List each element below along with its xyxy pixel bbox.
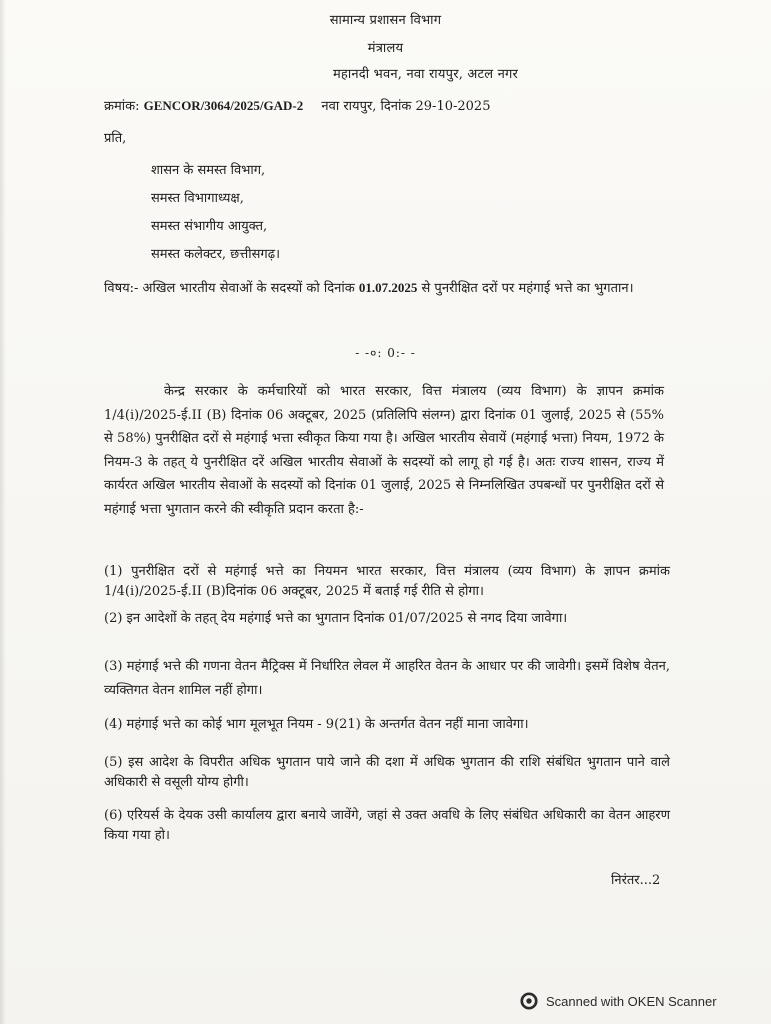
header-department: सामान्य प्रशासन विभाग xyxy=(329,13,442,28)
condition-item: (6) एरियर्स के देयक उसी कार्यालय द्वारा बनाये जावेंगे, जहां से उक्त अवधि के लिए संबंधित अधिकारी का वेतन आहरण किया गया हो। xyxy=(104,808,670,843)
recipient-line: समस्त संभागीय आयुक्त, xyxy=(151,219,268,234)
reference-line xyxy=(104,96,490,114)
separator: - -०: 0:- - xyxy=(355,346,416,360)
scanner-watermark xyxy=(520,990,717,1012)
intro-paragraph: केन्द्र सरकार के कर्मचारियों को भारत सरकार, वित्त मंत्रालय (व्यय विभाग) के ज्ञापन क्रमांक 1/4(i)/2025-ई.II (B) दिनांक 06 अक्टूबर, 2025 (प्रतिलिपि संलग्न) द्वारा दिनांक 01 जुलाई, 2025 से (55% से 58%) पुनरीक्षित दरों से महंगाई भत्ता स्वीकृत किया गया है। अखिल भारतीय सेवायें (महंगाई भत्ता) नियम, 1972 के नियम-3 के तहत् ये पुनरीक्षित दरें अखिल भारतीय सेवाओं के सदस्यों को लागू हो गई है। अतः राज्य शासन, राज्य में कार्यरत अखिल भारतीय सेवाओं के सदस्यों को दिनांक 01 जुलाई, 2025 से निम्नलिखित उपबन्धों पर पुनरीक्षित दरों से महंगाई भत्ता भुगतान करने की स्वीकृति प्रदान करता है:- xyxy=(104,384,664,517)
header-ministry: मंत्रालय xyxy=(367,41,404,56)
subject-line xyxy=(104,275,682,301)
continued-marker: निरंतर...2 xyxy=(611,873,661,888)
reference-prefix: क्रमांक: xyxy=(104,99,140,114)
recipient-line: समस्त विभागाध्यक्ष, xyxy=(151,191,244,206)
recipient-line: समस्त कलेक्टर, छत्तीसगढ़। xyxy=(151,247,280,262)
subject-suffix: से पुनरीक्षित दरों पर महंगाई भत्ते का भुगतान। xyxy=(421,281,634,296)
subject-prefix: विषय:- अखिल भारतीय सेवाओं के सदस्यों को दिनांक xyxy=(104,281,355,296)
condition-item: (2) इन आदेशों के तहत् देय महंगाई भत्ते का भुगतान दिनांक 01/07/2025 से नगद दिया जावेगा। xyxy=(104,611,568,626)
reference-place-date: नवा रायपुर, दिनांक 29-10-2025 xyxy=(321,99,491,114)
condition-item: (4) महंगाई भत्ते का कोई भाग मूलभूत नियम - 9(21) के अन्तर्गत वेतन नहीं माना जावेगा। xyxy=(104,717,529,732)
scanner-watermark-text: Scanned with OKEN Scanner xyxy=(546,993,717,1009)
condition-item: (5) इस आदेश के विपरीत अधिक भुगतान पाये जाने की दशा में अधिक भुगतान की राशि संबंधित भुगतान पाने वाले अधिकारी से वसूली योग्य होगी। xyxy=(104,755,670,790)
subject-date: 01.07.2025 xyxy=(358,280,418,295)
condition-item: (3) महंगाई भत्ते की गणना वेतन मैट्रिक्स में निर्धारित लेवल में आहरित वेतन के आधार पर की जावेगी। इसमें विशेष वेतन, व्यक्तिगत वेतन शामिल नहीं होगा। xyxy=(104,659,670,698)
oken-scanner-logo-icon xyxy=(520,992,538,1010)
condition-item: (1) पुनरीक्षित दरों से महंगाई भत्ते का नियमन भारत सरकार, वित्त मंत्रालय (व्यय विभाग) के ज्ञापन क्रमांक 1/4(i)/2025-ई.II (B)दिनांक 06 अक्टूबर, 2025 में बताई गई रीति से होगा। xyxy=(104,564,670,599)
recipient-line: शासन के समस्त विभाग, xyxy=(151,163,266,178)
to-label: प्रति, xyxy=(104,131,127,146)
reference-number: GENCOR/3064/2025/GAD-2 xyxy=(143,98,304,113)
page-edge-shadow xyxy=(0,0,6,1024)
header-address: महानदी भवन, नवा रायपुर, अटल नगर xyxy=(332,67,519,82)
